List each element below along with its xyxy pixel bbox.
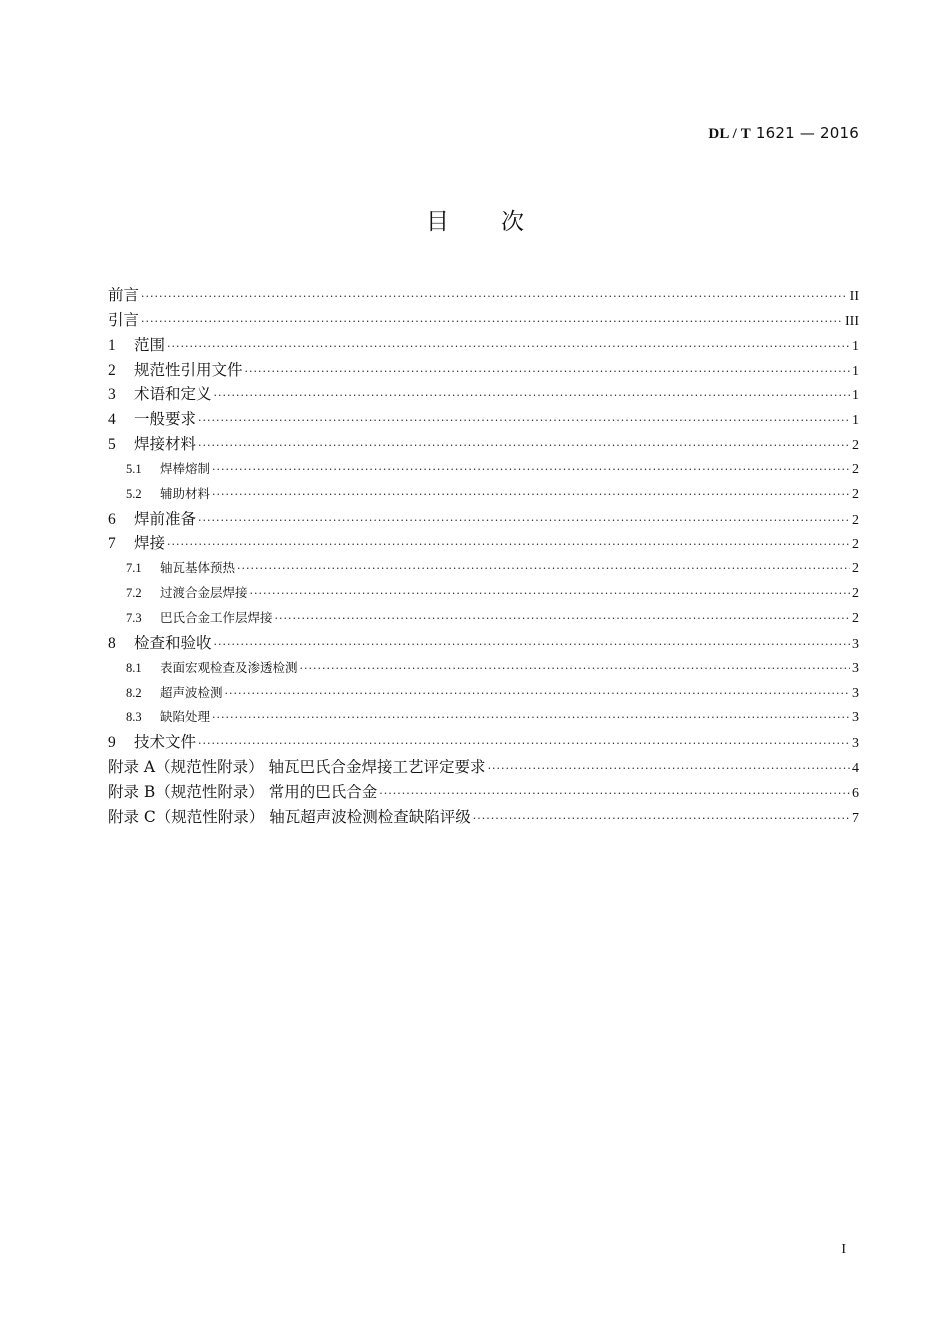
toc-entry[interactable] [108,556,859,581]
toc-entry[interactable] [108,432,859,457]
toc-entry-label: 缺陷处理 [160,709,211,725]
toc-leader-dots [198,732,850,757]
toc-entry[interactable] [108,581,859,606]
toc-entry-label: 焊棒熔制 [160,460,211,476]
toc-entry-number: 7.1 [126,561,142,576]
toc-entry[interactable] [108,805,859,830]
toc-entry[interactable] [108,482,859,507]
toc-entry-label: 附录 B（规范性附录） 常用的巴氏合金 [108,782,378,801]
toc-entry-page: 2 [852,586,859,602]
toc-entry-page: II [849,289,859,304]
toc-entry[interactable] [108,631,859,656]
toc-entry-page: 6 [852,785,859,801]
toc-leader-dots [379,782,850,807]
toc-entry-page: 2 [852,512,859,528]
toc-leader-dots [473,807,850,832]
toc-entry-label: 检查和验收 [134,633,212,652]
toc-entry-label: 焊接 [134,534,166,553]
toc-entry-page: 1 [852,413,859,429]
toc-entry-number: 5.1 [126,461,142,476]
toc-entry-number: 8 [108,634,116,652]
toc-leader-dots [212,706,850,731]
toc-entry-label: 引言 [108,310,140,329]
toc-entry[interactable] [108,681,859,706]
toc-entry[interactable] [108,333,859,358]
toc-entry-label: 技术文件 [134,733,197,752]
toc-entry-number: 1 [108,336,116,354]
toc-leader-dots [167,533,850,558]
toc-entry[interactable] [108,755,859,780]
toc-entry-label: 附录 A（规范性附录） 轴瓦巴氏合金焊接工艺评定要求 [108,758,486,777]
toc-entry-label: 表面宏观检查及渗透检测 [160,659,298,675]
toc-entry-page: 2 [852,561,859,577]
toc-leader-dots [198,409,850,434]
toc-entry-number: 7 [108,535,116,553]
toc-leader-dots [225,682,850,707]
toc-leader-dots [212,458,850,483]
toc-leader-dots [300,657,850,682]
toc-entry-number: 4 [108,411,116,429]
toc-leader-dots [141,285,848,310]
toc-entry-label: 焊前准备 [134,509,197,528]
toc-leader-dots [237,557,850,582]
toc-entry-page: 1 [852,338,859,354]
toc-entry[interactable] [108,407,859,432]
toc-entry-number: 8.1 [126,660,142,675]
toc-entry-page: 7 [852,810,859,826]
toc-entry[interactable] [108,780,859,805]
toc-entry[interactable] [108,308,859,333]
toc-entry-label: 规范性引用文件 [134,360,243,379]
toc-entry-label: 前言 [108,286,140,304]
toc-entry-page: 3 [852,636,859,652]
standard-code-header [708,124,859,143]
toc-entry-label: 巴氏合金工作层焊接 [160,609,273,625]
toc-entry-page: 2 [852,461,859,477]
toc-entry[interactable] [108,606,859,631]
toc-entry-label: 附录 C（规范性附录） 轴瓦超声波检测检查缺陷评级 [108,807,471,826]
toc-entry-page: 3 [852,685,859,701]
toc-entry-number: 8.3 [126,710,142,725]
toc-leader-dots [167,335,850,360]
toc-entry-page: 3 [852,736,859,752]
toc-entry-number: 3 [108,386,116,404]
toc-entry[interactable] [108,457,859,482]
toc-entry[interactable] [108,656,859,681]
toc-entry-label: 轴瓦基体预热 [160,560,236,576]
toc-entry-number: 9 [108,734,116,752]
toc-leader-dots [275,607,850,632]
toc-entry-page: 4 [852,761,859,777]
toc-entry-label: 超声波检测 [160,684,223,700]
toc-entry-number: 6 [108,510,116,528]
toc-leader-dots [141,310,843,335]
toc-leader-dots [250,582,850,607]
toc-entry-label: 范围 [134,335,166,354]
toc-leader-dots [245,360,850,385]
page-title [0,203,950,236]
toc-entry[interactable] [108,283,859,308]
toc-leader-dots [198,434,850,459]
toc-entry-number: 5.2 [126,486,142,501]
standard-number: 1621 — 2016 [755,124,859,142]
toc-entry-page: 2 [852,438,859,454]
toc-entry-page: III [845,313,859,329]
toc-entry-page: 3 [852,660,859,676]
toc-entry-page: 1 [852,363,859,379]
toc-leader-dots [214,633,850,658]
toc-entry[interactable] [108,382,859,407]
title-char-left: 目 [426,209,449,235]
toc-entry[interactable] [108,507,859,532]
toc-entry-label: 术语和定义 [134,385,212,404]
toc-entry-number: 8.2 [126,685,142,700]
toc-entry-page: 1 [852,388,859,404]
toc-entry-page: 3 [852,710,859,726]
toc-entry-page: 2 [852,537,859,553]
toc-entry-page: 2 [852,486,859,502]
toc-entry-number: 7.2 [126,586,142,601]
toc-entry-page: 2 [852,610,859,626]
toc-entry-label: 焊接材料 [134,435,197,454]
table-of-contents [108,283,859,830]
toc-leader-dots [214,384,850,409]
toc-entry[interactable] [108,531,859,556]
toc-entry[interactable] [108,705,859,730]
toc-entry-number: 5 [108,436,116,454]
toc-entry-label: 一般要求 [134,410,197,429]
toc-leader-dots [198,509,850,534]
toc-leader-dots [212,483,850,508]
page-number: I [841,1242,846,1257]
toc-entry-label: 辅助材料 [160,485,211,501]
toc-entry-label: 过渡合金层焊接 [160,585,248,601]
title-char-right: 次 [501,209,524,235]
toc-entry[interactable] [108,358,859,383]
toc-entry-number: 2 [108,361,116,379]
toc-entry-number: 7.3 [126,610,142,625]
standard-code: DL / T [708,126,751,142]
toc-leader-dots [488,757,850,782]
toc-entry[interactable] [108,730,859,755]
